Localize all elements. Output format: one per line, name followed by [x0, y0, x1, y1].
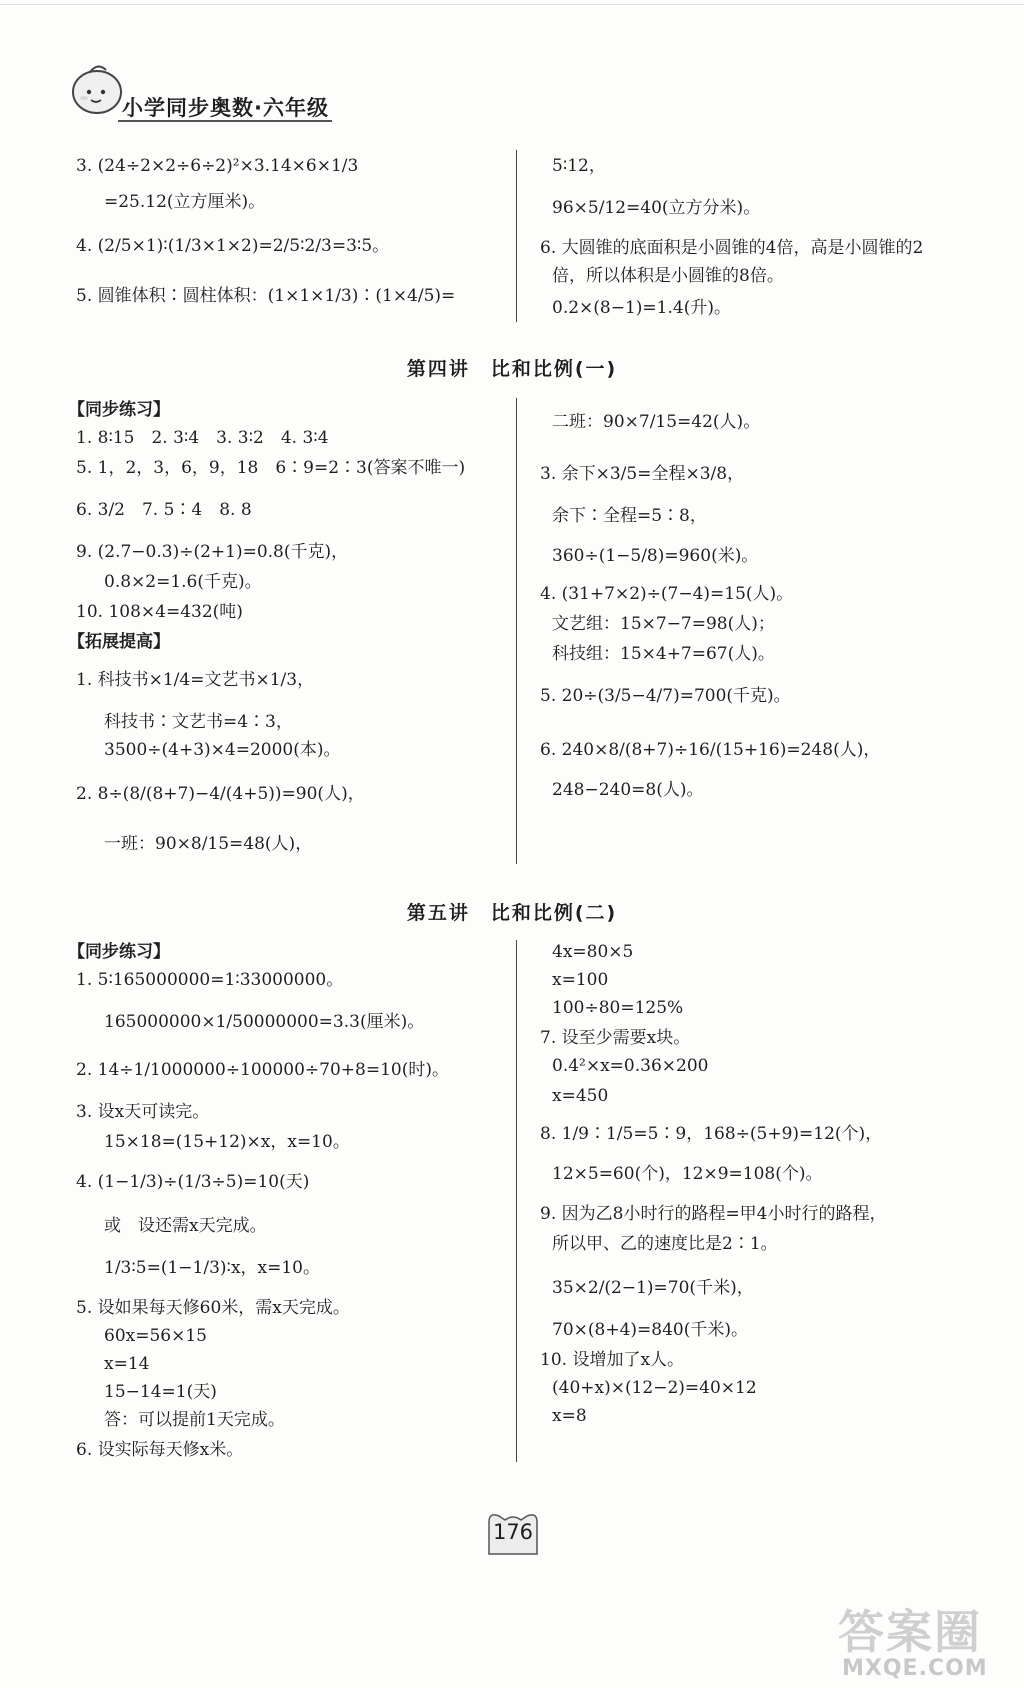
- answer-line: 3. 余下×3/5=全程×3/8，: [540, 464, 745, 484]
- answer-line: 3. 设x天可读完。: [76, 1102, 210, 1122]
- answer-line: 6. 大圆锥的底面积是小圆锥的4倍，高是小圆锥的2: [540, 238, 924, 258]
- answer-line: 5. 圆锥体积∶圆柱体积：(1×1×1/3)∶(1×4/5)=: [76, 286, 456, 306]
- section4-left-column: [68, 398, 506, 868]
- answer-line: 10. 设增加了x人。: [540, 1350, 685, 1370]
- subheading: 【同步练习】: [68, 942, 170, 962]
- watermark: [838, 1596, 1024, 1688]
- subheading: 【拓展提高】: [68, 632, 170, 652]
- section5-right-column: [540, 940, 980, 1460]
- answer-line: x=14: [104, 1354, 150, 1374]
- answer-line: 答：可以提前1天完成。: [104, 1410, 285, 1430]
- answer-line: 5. 设如果每天修60米，需x天完成。: [76, 1298, 350, 1318]
- answer-line: 0.4²×x=0.36×200: [552, 1056, 709, 1076]
- header-rule: [118, 120, 332, 122]
- section5-left-column: [68, 940, 506, 1460]
- page-number: 176: [492, 1520, 534, 1544]
- watermark-logo-text: 答案圈: [838, 1605, 982, 1659]
- answer-line: 所以甲、乙的速度比是2∶1。: [552, 1234, 778, 1254]
- section-title: 第五讲 比和比例(二): [406, 902, 618, 924]
- answer-line: 科技书∶文艺书=4∶3，: [104, 712, 293, 732]
- answer-line: 4. (31+7×2)÷(7−4)=15(人)。: [540, 584, 794, 604]
- answer-line: =25.12(立方厘米)。: [104, 192, 266, 212]
- answer-line: 5∶12，: [552, 156, 606, 176]
- answer-line: 一班：90×8/15=48(人)，: [104, 834, 313, 854]
- answer-line: 9. 因为乙8小时行的路程=甲4小时行的路程，: [540, 1204, 887, 1224]
- answer-line: 5. 1，2，3，6，9，18 6∶9=2∶3(答案不唯一): [76, 458, 466, 478]
- book-title: 小学同步奥数·六年级: [122, 96, 329, 120]
- page-header: [70, 62, 332, 124]
- answer-line: 3. (24÷2×2÷6÷2)²×3.14×6×1/3: [76, 156, 359, 176]
- answer-line: 60x=56×15: [104, 1326, 207, 1346]
- answer-line: 6. 设实际每天修x米。: [76, 1440, 244, 1460]
- answer-line: 0.2×(8−1)=1.4(升)。: [552, 298, 731, 318]
- answer-line: 1. 科技书×1/4=文艺书×1/3，: [76, 670, 315, 690]
- answer-line: 或 设还需x天完成。: [104, 1216, 267, 1236]
- answer-line: 248−240=8(人)。: [552, 780, 704, 800]
- answer-line: 6. 3/2 7. 5∶4 8. 8: [76, 500, 252, 520]
- answer-line: 165000000×1/50000000=3.3(厘米)。: [104, 1012, 425, 1032]
- answer-line: x=100: [552, 970, 609, 990]
- answer-line: 5. 20÷(3/5−4/7)=700(千克)。: [540, 686, 791, 706]
- answer-line: 3500÷(4+3)×4=2000(本)。: [104, 740, 341, 760]
- answer-line: 4x=80×5: [552, 942, 634, 962]
- column-divider: [516, 398, 517, 864]
- answer-line: 1/3∶5=(1−1/3)∶x，x=10。: [104, 1258, 321, 1278]
- answer-line: 1. 8∶15 2. 3∶4 3. 3∶2 4. 3∶4: [76, 428, 329, 448]
- answer-line: 倍，所以体积是小圆锥的8倍。: [552, 266, 784, 286]
- answer-line: 2. 14÷1/1000000÷100000÷70+8=10(时)。: [76, 1060, 449, 1080]
- answer-line: 二班：90×7/15=42(人)。: [552, 412, 761, 432]
- answer-line: 1. 5∶165000000=1∶33000000。: [76, 970, 344, 990]
- answer-line: 96×5/12=40(立方分米)。: [552, 198, 761, 218]
- column-divider: [516, 150, 517, 322]
- answer-line: 360÷(1−5/8)=960(米)。: [552, 546, 759, 566]
- answer-line: x=8: [552, 1406, 587, 1426]
- section4-right-column: [540, 398, 980, 868]
- section-title: 第四讲 比和比例(一): [406, 358, 618, 380]
- section1-right-column: [540, 148, 980, 328]
- answer-line: 7. 设至少需要x块。: [540, 1028, 691, 1048]
- answer-line: 0.8×2=1.6(千克)。: [104, 572, 262, 592]
- answer-line: 4. (2/5×1)∶(1/3×1×2)=2/5∶2/3=3∶5。: [76, 236, 390, 256]
- answer-line: 科技组：15×4+7=67(人)。: [552, 644, 775, 664]
- answer-line: 15×18=(15+12)×x，x=10。: [104, 1132, 350, 1152]
- answer-line: 2. 8÷(8/(8+7)−4/(4+5))=90(人)，: [76, 784, 365, 804]
- top-edge-rule: [0, 4, 1024, 5]
- answer-line: 6. 240×8/(8+7)÷16/(15+16)=248(人)，: [540, 740, 881, 760]
- answer-line: 15−14=1(天): [104, 1382, 217, 1402]
- answer-line: 4. (1−1/3)÷(1/3÷5)=10(天): [76, 1172, 310, 1192]
- answer-line: 70×(8+4)=840(千米)。: [552, 1320, 748, 1340]
- answer-line: x=450: [552, 1086, 609, 1106]
- answer-line: 9. (2.7−0.3)÷(2+1)=0.8(千克)，: [76, 542, 349, 562]
- answer-line: 12×5=60(个)，12×9=108(个)。: [552, 1164, 823, 1184]
- mascot-logo-icon: [70, 62, 126, 118]
- answer-line: (40+x)×(12−2)=40×12: [552, 1378, 757, 1398]
- answer-line: 文艺组：15×7−7=98(人)；: [552, 614, 775, 634]
- subheading: 【同步练习】: [68, 400, 170, 420]
- answer-line: 100÷80=125%: [552, 998, 684, 1018]
- section1-left-column: [76, 148, 506, 328]
- answer-line: 余下∶全程=5∶8，: [552, 506, 707, 526]
- answer-line: 8. 1/9∶1/5=5∶9，168÷(5+9)=12(个)，: [540, 1124, 883, 1144]
- watermark-url: MXQE.COM: [842, 1656, 988, 1681]
- answer-line: 10. 108×4=432(吨): [76, 602, 243, 622]
- answer-line: 35×2/(2−1)=70(千米)，: [552, 1278, 754, 1298]
- column-divider: [516, 940, 517, 1462]
